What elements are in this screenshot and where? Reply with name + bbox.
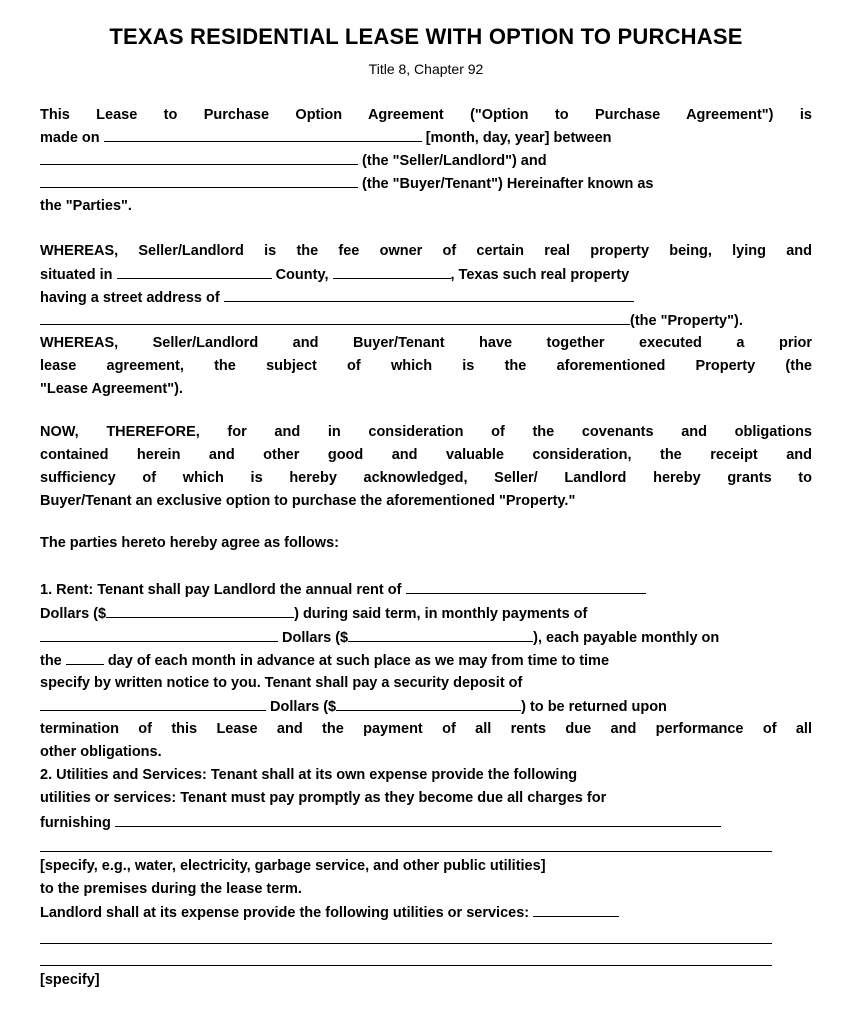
rent-line-4: the day of each month in advance at such place as we may from time to time: [40, 649, 812, 671]
monthly-amount-blank[interactable]: [348, 626, 533, 642]
due-day-blank[interactable]: [66, 649, 104, 665]
rent-line-8: other obligations.: [40, 744, 162, 760]
annual-rent-blank[interactable]: [406, 578, 646, 594]
utilities-line-1: 2. Utilities and Services: Tenant shall at its own expense provide the following: [40, 767, 578, 783]
landlord-utilities-blank-2[interactable]: [40, 943, 772, 944]
agree-heading: The parties hereto hereby agree as follows:: [40, 535, 339, 551]
county-blank[interactable]: [117, 263, 272, 279]
landlord-utilities-blank-3[interactable]: [40, 965, 772, 966]
utilities-line-3: furnishing: [40, 811, 812, 833]
landlord-utilities-blank[interactable]: [533, 901, 619, 917]
document-subtitle: Title 8, Chapter 92: [368, 61, 484, 77]
buyer-name-blank[interactable]: [40, 172, 358, 188]
seller-name-blank[interactable]: [40, 149, 358, 165]
whereas1-line-1: WHEREAS, Seller/Landlord is the fee owner of certain real property being, lying and: [40, 243, 812, 259]
document-title: TEXAS RESIDENTIAL LEASE WITH OPTION TO PURCHASE: [109, 24, 743, 49]
annual-rent-amount-blank[interactable]: [106, 602, 294, 618]
rent-line-3: Dollars ($ ), each payable monthly on: [40, 626, 812, 648]
rent-line-6: Dollars ($ ) to be returned upon: [40, 695, 812, 717]
street-address-blank[interactable]: [224, 286, 634, 302]
utilities-line-6: Landlord shall at its expense provide the following utilities or services:: [40, 901, 812, 923]
address-cont-blank[interactable]: [40, 309, 630, 325]
intro-line-3: (the "Seller/Landlord") and: [40, 149, 812, 171]
now-line-1: NOW, THEREFORE, for and in consideration of the covenants and obligations: [40, 424, 812, 440]
whereas2-line-1: WHEREAS, Seller/Landlord and Buyer/Tenant have together executed a prior: [40, 335, 812, 351]
city-blank[interactable]: [333, 263, 451, 279]
utilities-line-5: to the premises during the lease term.: [40, 881, 302, 897]
security-deposit-blank[interactable]: [40, 695, 266, 711]
date-blank[interactable]: [104, 126, 422, 142]
rent-line-2: Dollars ($ ) during said term, in monthly payments of: [40, 602, 812, 624]
monthly-payment-blank[interactable]: [40, 626, 278, 642]
whereas1-line-2: situated in County, , Texas such real property: [40, 263, 812, 285]
rent-line-5: specify by written notice to you. Tenant shall pay a security deposit of: [40, 675, 523, 691]
tenant-utilities-blank-2[interactable]: [40, 851, 772, 852]
tenant-utilities-blank[interactable]: [115, 811, 721, 827]
rent-line-1: 1. Rent: Tenant shall pay Landlord the annual rent of: [40, 578, 812, 600]
whereas1-line-4: (the "Property").: [40, 309, 812, 331]
utilities-line-4: [specify, e.g., water, electricity, garbage service, and other public utilities]: [40, 858, 546, 874]
now-line-4: Buyer/Tenant an exclusive option to purchase the aforementioned "Property.": [40, 493, 576, 509]
utilities-line-2: utilities or services: Tenant must pay promptly as they become due all charges for: [40, 790, 607, 806]
rent-line-7: termination of this Lease and the payment of all rents due and performance of all: [40, 721, 812, 737]
whereas2-line-3: "Lease Agreement").: [40, 381, 183, 397]
intro-line-1: This Lease to Purchase Option Agreement ("Option to Purchase Agreement") is: [40, 107, 812, 123]
intro-line-5: the "Parties".: [40, 198, 132, 214]
now-line-2: contained herein and other good and valuable consideration, the receipt and: [40, 447, 812, 463]
intro-line-4: (the "Buyer/Tenant") Hereinafter known as: [40, 172, 812, 194]
security-amount-blank[interactable]: [336, 695, 521, 711]
utilities-line-7: [specify]: [40, 972, 100, 988]
intro-line-2: made on [month, day, year] between: [40, 126, 812, 148]
whereas2-line-2: lease agreement, the subject of which is the aforementioned Property (the: [40, 358, 812, 374]
whereas1-line-3: having a street address of: [40, 286, 812, 308]
now-line-3: sufficiency of which is hereby acknowledged, Seller/ Landlord hereby grants to: [40, 470, 812, 486]
